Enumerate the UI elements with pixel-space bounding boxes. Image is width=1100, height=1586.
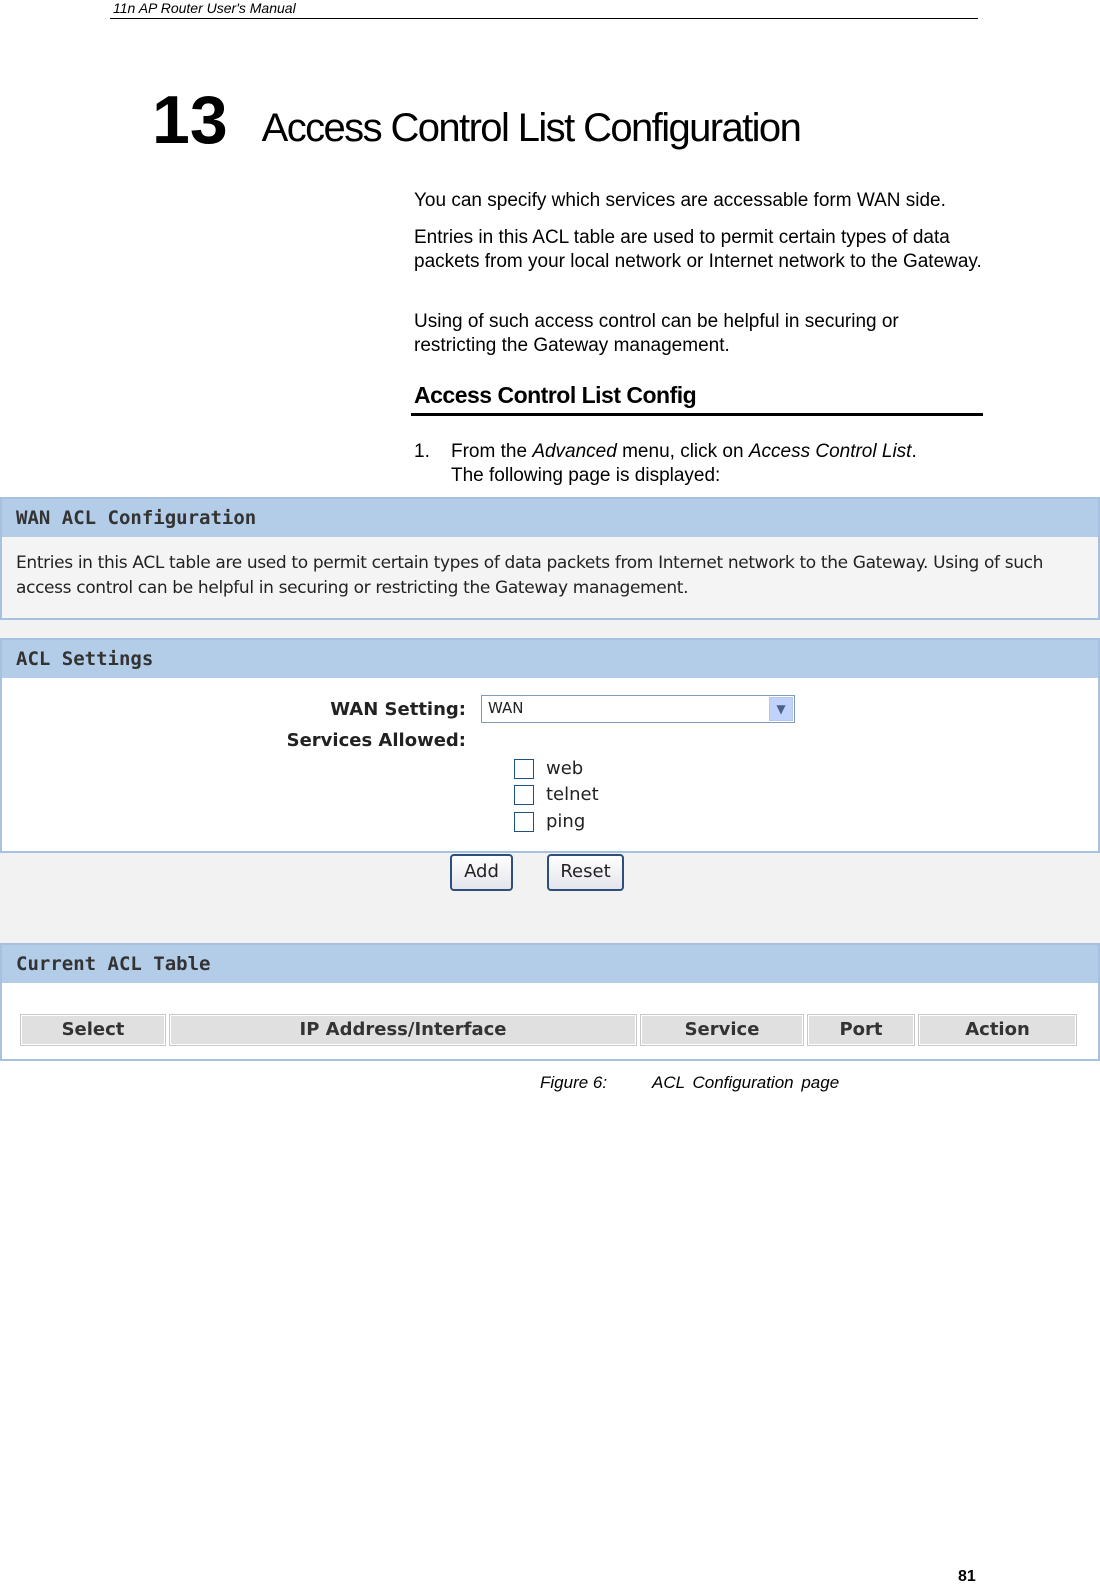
wan-setting-value: WAN	[488, 699, 524, 717]
wan-setting-label: WAN Setting:	[330, 699, 466, 720]
services-allowed-label: Services Allowed:	[286, 730, 466, 751]
ping-label: ping	[546, 811, 586, 832]
current-acl-table-body	[2, 983, 1098, 1059]
column-header-port: Port	[808, 1015, 914, 1045]
page-number: 81	[958, 1568, 976, 1585]
step-1	[414, 440, 986, 488]
step-prefix: From the	[451, 441, 533, 462]
step-middle: menu, click on	[616, 441, 749, 462]
web-checkbox[interactable]	[514, 759, 534, 779]
step-item-name: Access Control List	[748, 441, 912, 462]
chevron-down-icon[interactable]: ▼	[769, 697, 793, 721]
telnet-label: telnet	[546, 784, 599, 805]
column-header-ip-address: IP Address/Interface	[170, 1015, 636, 1045]
running-header: 11n AP Router User's Manual	[110, 0, 978, 19]
acl-settings-panel	[0, 638, 1100, 853]
step-number: 1.	[414, 441, 430, 462]
paragraph-services: You can specify which services are accessable form WAN side.	[414, 190, 946, 211]
step-suffix: .	[911, 441, 917, 462]
reset-button[interactable]: Reset	[547, 854, 624, 891]
web-label: web	[546, 758, 584, 779]
telnet-checkbox[interactable]	[514, 785, 534, 805]
ping-checkbox[interactable]	[514, 812, 534, 832]
column-header-service: Service	[641, 1015, 803, 1045]
wan-acl-configuration-panel	[0, 497, 1100, 620]
figure-label: Figure 6:	[540, 1073, 608, 1092]
add-button[interactable]: Add	[450, 854, 513, 891]
paragraph-access-control: Using of such access control can be helpful in securing or restricting the Gateway management.	[414, 311, 899, 356]
section-heading: Access Control List Config	[411, 380, 983, 416]
acl-settings-title: ACL Settings	[2, 640, 1098, 678]
column-header-action: Action	[919, 1015, 1076, 1045]
chapter-title: Access Control List Configuration	[261, 106, 801, 150]
current-acl-table-title: Current ACL Table	[2, 945, 1098, 983]
step-menu-name: Advanced	[532, 441, 617, 462]
wan-acl-description: Entries in this ACL table are used to permit certain types of data packets from Internet network to the Gateway. Using of such access control can be helpful in securing or restricting the Gateway management.	[2, 537, 1098, 601]
chapter-heading	[152, 80, 800, 160]
acl-configuration-screenshot	[0, 497, 1100, 1061]
figure-caption: ACL Configuration page	[652, 1073, 840, 1092]
paragraph-acl-entries: Entries in this ACL table are used to permit certain types of data packets from your local network or Internet network to the Gateway.	[414, 227, 982, 272]
step-text	[451, 440, 986, 488]
chapter-number: 13	[152, 82, 228, 158]
column-header-select: Select	[21, 1015, 165, 1045]
current-acl-table-panel	[0, 943, 1100, 1061]
acl-settings-body	[2, 678, 1098, 851]
wan-acl-configuration-title: WAN ACL Configuration	[2, 499, 1098, 537]
step-line-2: The following page is displayed:	[451, 465, 721, 486]
wan-setting-select[interactable]	[481, 695, 795, 723]
